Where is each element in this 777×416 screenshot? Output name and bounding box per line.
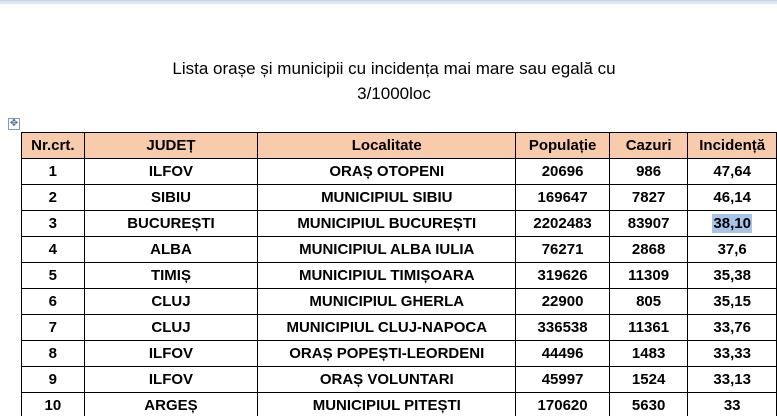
table-row — [22, 185, 777, 211]
cell-localitate[interactable]: ORAȘ OTOPENI — [258, 159, 516, 185]
table-row — [22, 237, 777, 263]
cell-judet[interactable]: SIBIU — [84, 185, 258, 211]
header-incidenta[interactable]: Incidență — [688, 133, 777, 159]
cell-judet[interactable]: ILFOV — [84, 367, 258, 393]
cell-nr-crt[interactable]: 8 — [22, 341, 85, 367]
cell-incidenta[interactable]: 33,33 — [688, 341, 777, 367]
cell-populatie[interactable]: 45997 — [516, 367, 610, 393]
header-nr-crt[interactable]: Nr.crt. — [22, 133, 85, 159]
table-row — [22, 315, 777, 341]
cell-populatie[interactable]: 2202483 — [516, 211, 610, 237]
document-title — [120, 56, 668, 106]
cell-nr-crt[interactable]: 4 — [22, 237, 85, 263]
cell-localitate[interactable]: MUNICIPIUL BUCUREȘTI — [258, 211, 516, 237]
cell-localitate[interactable]: MUNICIPIUL PITEȘTI — [258, 393, 516, 416]
selected-text[interactable]: 38,10 — [713, 215, 751, 232]
cell-populatie[interactable]: 336538 — [516, 315, 610, 341]
table-row — [22, 159, 777, 185]
cell-localitate[interactable]: ORAȘ VOLUNTARI — [258, 367, 516, 393]
cell-incidenta[interactable]: 33,76 — [688, 315, 777, 341]
cell-localitate[interactable]: MUNICIPIUL TIMIȘOARA — [258, 263, 516, 289]
cell-populatie[interactable]: 76271 — [516, 237, 610, 263]
table-row — [22, 263, 777, 289]
cell-cazuri[interactable]: 2868 — [609, 237, 687, 263]
cell-judet[interactable]: ILFOV — [84, 159, 258, 185]
cell-nr-crt[interactable]: 10 — [22, 393, 85, 416]
table-row — [22, 289, 777, 315]
cell-incidenta[interactable]: 33,13 — [688, 367, 777, 393]
cell-judet[interactable]: CLUJ — [84, 315, 258, 341]
cell-incidenta[interactable]: 35,15 — [688, 289, 777, 315]
cell-localitate[interactable]: MUNICIPIUL ALBA IULIA — [258, 237, 516, 263]
table-row — [22, 367, 777, 393]
cell-localitate[interactable]: MUNICIPIUL SIBIU — [258, 185, 516, 211]
cities-table — [21, 132, 777, 416]
cell-nr-crt[interactable]: 6 — [22, 289, 85, 315]
table-header-row — [22, 133, 777, 159]
cell-populatie[interactable]: 22900 — [516, 289, 610, 315]
cell-populatie[interactable]: 169647 — [516, 185, 610, 211]
table-row — [22, 393, 777, 416]
cell-judet[interactable]: CLUJ — [84, 289, 258, 315]
table-move-handle-icon[interactable]: ✥ — [9, 118, 19, 129]
cell-cazuri[interactable]: 11361 — [609, 315, 687, 341]
cell-cazuri[interactable]: 83907 — [609, 211, 687, 237]
cell-populatie[interactable]: 319626 — [516, 263, 610, 289]
cell-populatie[interactable]: 170620 — [516, 393, 610, 416]
cell-judet[interactable]: ARGEȘ — [84, 393, 258, 416]
table-body — [22, 159, 777, 416]
cell-incidenta[interactable]: 33 — [688, 393, 777, 416]
cell-cazuri[interactable]: 1524 — [609, 367, 687, 393]
cell-nr-crt[interactable]: 7 — [22, 315, 85, 341]
cell-populatie[interactable]: 20696 — [516, 159, 610, 185]
cell-nr-crt[interactable]: 3 — [22, 211, 85, 237]
cell-judet[interactable]: BUCUREȘTI — [84, 211, 258, 237]
cell-cazuri[interactable]: 986 — [609, 159, 687, 185]
cell-judet[interactable]: ILFOV — [84, 341, 258, 367]
cell-incidenta[interactable] — [688, 211, 777, 237]
header-judet[interactable]: JUDEȚ — [84, 133, 258, 159]
header-cazuri[interactable]: Cazuri — [609, 133, 687, 159]
title-line-2: 3/1000loc — [357, 84, 431, 103]
cell-localitate[interactable]: MUNICIPIUL CLUJ-NAPOCA — [258, 315, 516, 341]
cell-judet[interactable]: TIMIȘ — [84, 263, 258, 289]
header-populatie[interactable]: Populație — [516, 133, 610, 159]
cell-cazuri[interactable]: 5630 — [609, 393, 687, 416]
cell-incidenta[interactable]: 46,14 — [688, 185, 777, 211]
table-row — [22, 341, 777, 367]
cell-judet[interactable]: ALBA — [84, 237, 258, 263]
cell-localitate[interactable]: MUNICIPIUL GHERLA — [258, 289, 516, 315]
cell-incidenta[interactable]: 47,64 — [688, 159, 777, 185]
header-localitate[interactable]: Localitate — [258, 133, 516, 159]
title-line-1: Lista orașe și municipii cu incidența mai mare sau egală cu — [172, 59, 616, 78]
cell-nr-crt[interactable]: 9 — [22, 367, 85, 393]
cell-nr-crt[interactable]: 5 — [22, 263, 85, 289]
cell-localitate[interactable]: ORAȘ POPEȘTI-LEORDENI — [258, 341, 516, 367]
cell-cazuri[interactable]: 11309 — [609, 263, 687, 289]
cell-nr-crt[interactable]: 1 — [22, 159, 85, 185]
cell-nr-crt[interactable]: 2 — [22, 185, 85, 211]
table-row — [22, 211, 777, 237]
cell-incidenta[interactable]: 35,38 — [688, 263, 777, 289]
ruler-edge — [0, 0, 777, 4]
cell-populatie[interactable]: 44496 — [516, 341, 610, 367]
cell-incidenta[interactable]: 37,6 — [688, 237, 777, 263]
cell-cazuri[interactable]: 805 — [609, 289, 687, 315]
cell-cazuri[interactable]: 7827 — [609, 185, 687, 211]
cell-cazuri[interactable]: 1483 — [609, 341, 687, 367]
